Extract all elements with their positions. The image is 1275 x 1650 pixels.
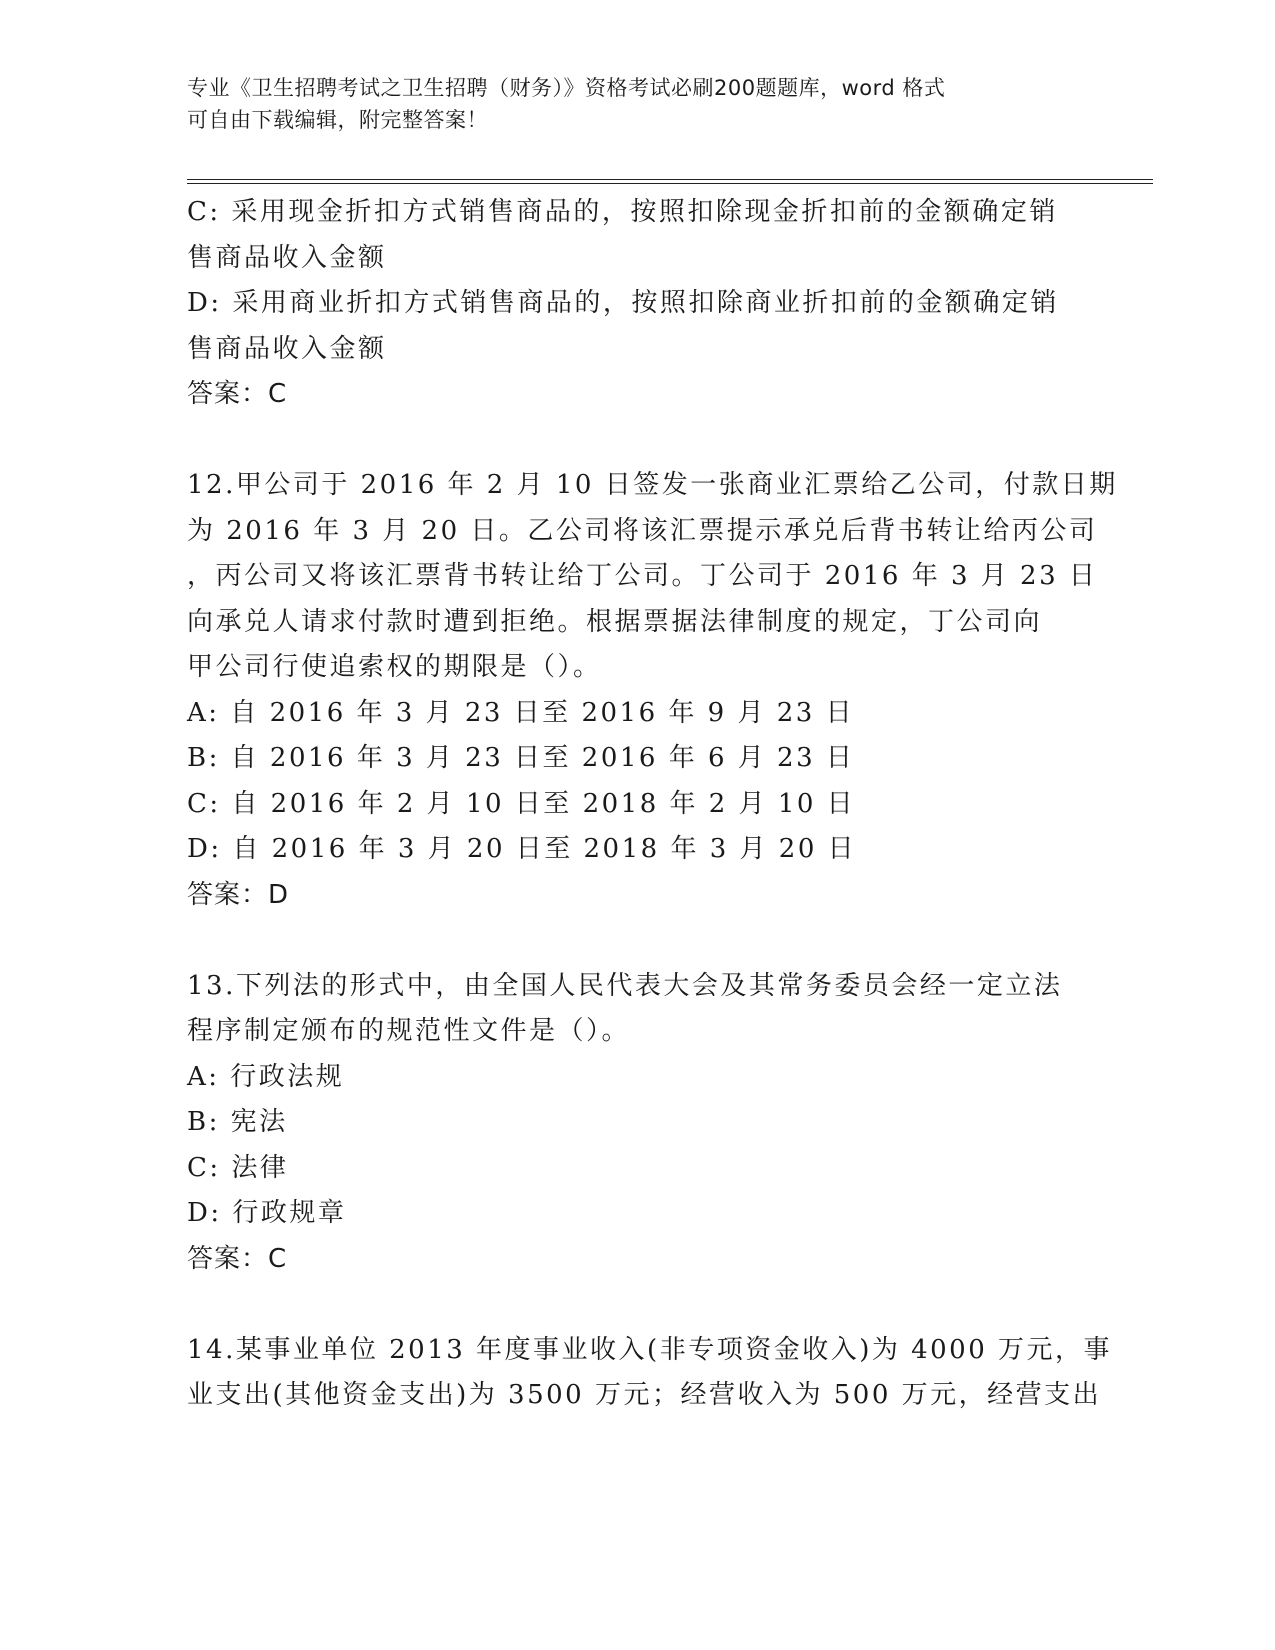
q13-stem-line-1: 13.下列法的形式中，由全国人民代表大会及其常务委员会经一定立法 [187,970,1063,1001]
header-title-line-2: 可自由下载编辑，附完整答案！ [187,108,488,132]
q13-option-d: D: 行政规章 [187,1198,347,1228]
q12-stem-line-3: ，丙公司又将该汇票背书转让给丁公司。丁公司于 2016 年 3 月 23 日 [187,561,1098,591]
q13-option-a: A: 行政法规 [187,1061,345,1092]
spacer [187,918,1077,964]
q12-option-d: D: 自 2016 年 3 月 20 日至 2018 年 3 月 20 日 [187,834,857,864]
q13-option-b: B: 宪法 [187,1107,288,1137]
q12-answer: 答案：D [187,879,290,910]
spacer [187,1282,1077,1328]
question-11-tail [187,190,1077,418]
q11-answer: 答案：C [187,379,288,409]
question-12 [187,463,1118,918]
header-title-line-1: 专业《卫生招聘考试之卫生招聘（财务）》资格考试必刷200题题库，word 格式 [187,76,946,100]
q13-option-c: C: 法律 [187,1152,289,1183]
q12-stem-line-1: 12.甲公司于 2016 年 2 月 10 日签发一张商业汇票给乙公司，付款日期 [187,470,1118,500]
q11-option-d-line-1: D: 采用商业折扣方式销售商品的，按照扣除商业折扣前的金额确定销 [187,288,1059,318]
q11-option-d-line-2: 售商品收入金额 [187,333,387,364]
document-body [187,190,1118,1419]
q14-stem-line-1: 14.某事业单位 2013 年度事业收入(非专项资金收入)为 4000 万元，事 [187,1334,1113,1365]
question-13 [187,964,1077,1283]
q14-stem-line-2: 业支出(其他资金支出)为 3500 万元；经营收入为 500 万元，经营支出 [187,1380,1102,1410]
q11-option-c-line-1: C: 采用现金折扣方式销售商品的，按照扣除现金折扣前的金额确定销 [187,197,1058,227]
spacer [187,418,1077,464]
q11-option-c-line-2: 售商品收入金额 [187,242,387,273]
header-divider-bottom [187,183,1153,184]
q12-stem-line-2: 为 2016 年 3 月 20 日。乙公司将该汇票提示承兑后背书转让给丙公司 [187,515,1098,546]
header-divider-top [187,179,1153,180]
q13-answer: 答案：C [187,1243,288,1274]
q12-stem-line-4: 向承兑人请求付款时遭到拒绝。根据票据法律制度的规定，丁公司向 [187,606,1043,637]
q13-stem-line-2: 程序制定颁布的规范性文件是（）。 [187,1016,631,1046]
page-header [187,72,1067,136]
q12-option-a: A: 自 2016 年 3 月 23 日至 2016 年 9 月 23 日 [187,697,855,728]
question-14 [187,1328,1113,1419]
q12-option-b: B: 自 2016 年 3 月 23 日至 2016 年 6 月 23 日 [187,743,855,773]
q12-option-c: C: 自 2016 年 2 月 10 日至 2018 年 2 月 10 日 [187,788,856,819]
q12-stem-line-5: 甲公司行使追索权的期限是（）。 [187,652,602,682]
